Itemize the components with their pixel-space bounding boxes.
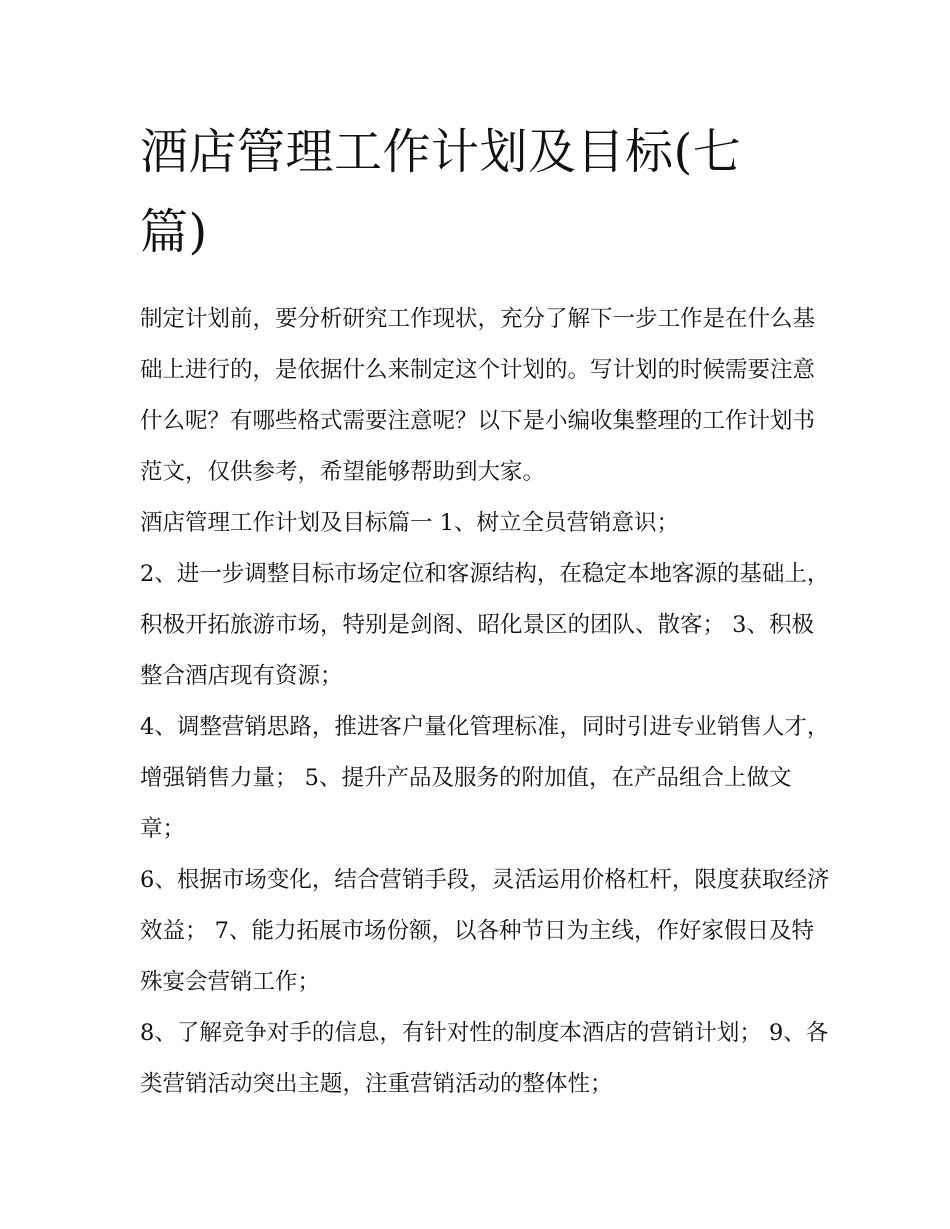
- document-page: [140, 112, 830, 1110]
- document-body: [140, 294, 830, 1110]
- intro-paragraph: 制定计划前，要分析研究工作现状，充分了解下一步工作是在什么基础上进行的，是依据什么来制定这个计划的。写计划的时候需要注意什么呢？有哪些格式需要注意呢？以下是小编收集整理的工作计划书范文，仅供参考，希望能够帮助到大家。: [140, 306, 816, 485]
- paragraph-3: 4、调整营销思路，推进客户量化管理标准，同时引进专业销售人才，增强销售力量； 5、提升产品及服务的附加值，在产品组合上做文章；: [140, 714, 830, 842]
- paragraph-4: 6、根据市场变化，结合营销手段，灵活运用价格杠杆，限度获取经济效益； 7、能力拓展市场份额，以各种节日为主线，作好家假日及特殊宴会营销工作；: [140, 867, 830, 995]
- paragraph-1: 酒店管理工作计划及目标篇一 1、树立全员营销意识；: [140, 510, 679, 536]
- paragraph-2: 2、进一步调整目标市场定位和客源结构，在稳定本地客源的基础上，积极开拓旅游市场，特别是剑阁、昭化景区的团队、散客； 3、积极整合酒店现有资源；: [140, 561, 830, 689]
- paragraph-5: 8、了解竞争对手的信息，有针对性的制度本酒店的营销计划； 9、各类营销活动突出主题，注重营销活动的整体性；: [140, 1020, 829, 1097]
- document-title: 酒店管理工作计划及目标(七篇): [140, 124, 742, 260]
